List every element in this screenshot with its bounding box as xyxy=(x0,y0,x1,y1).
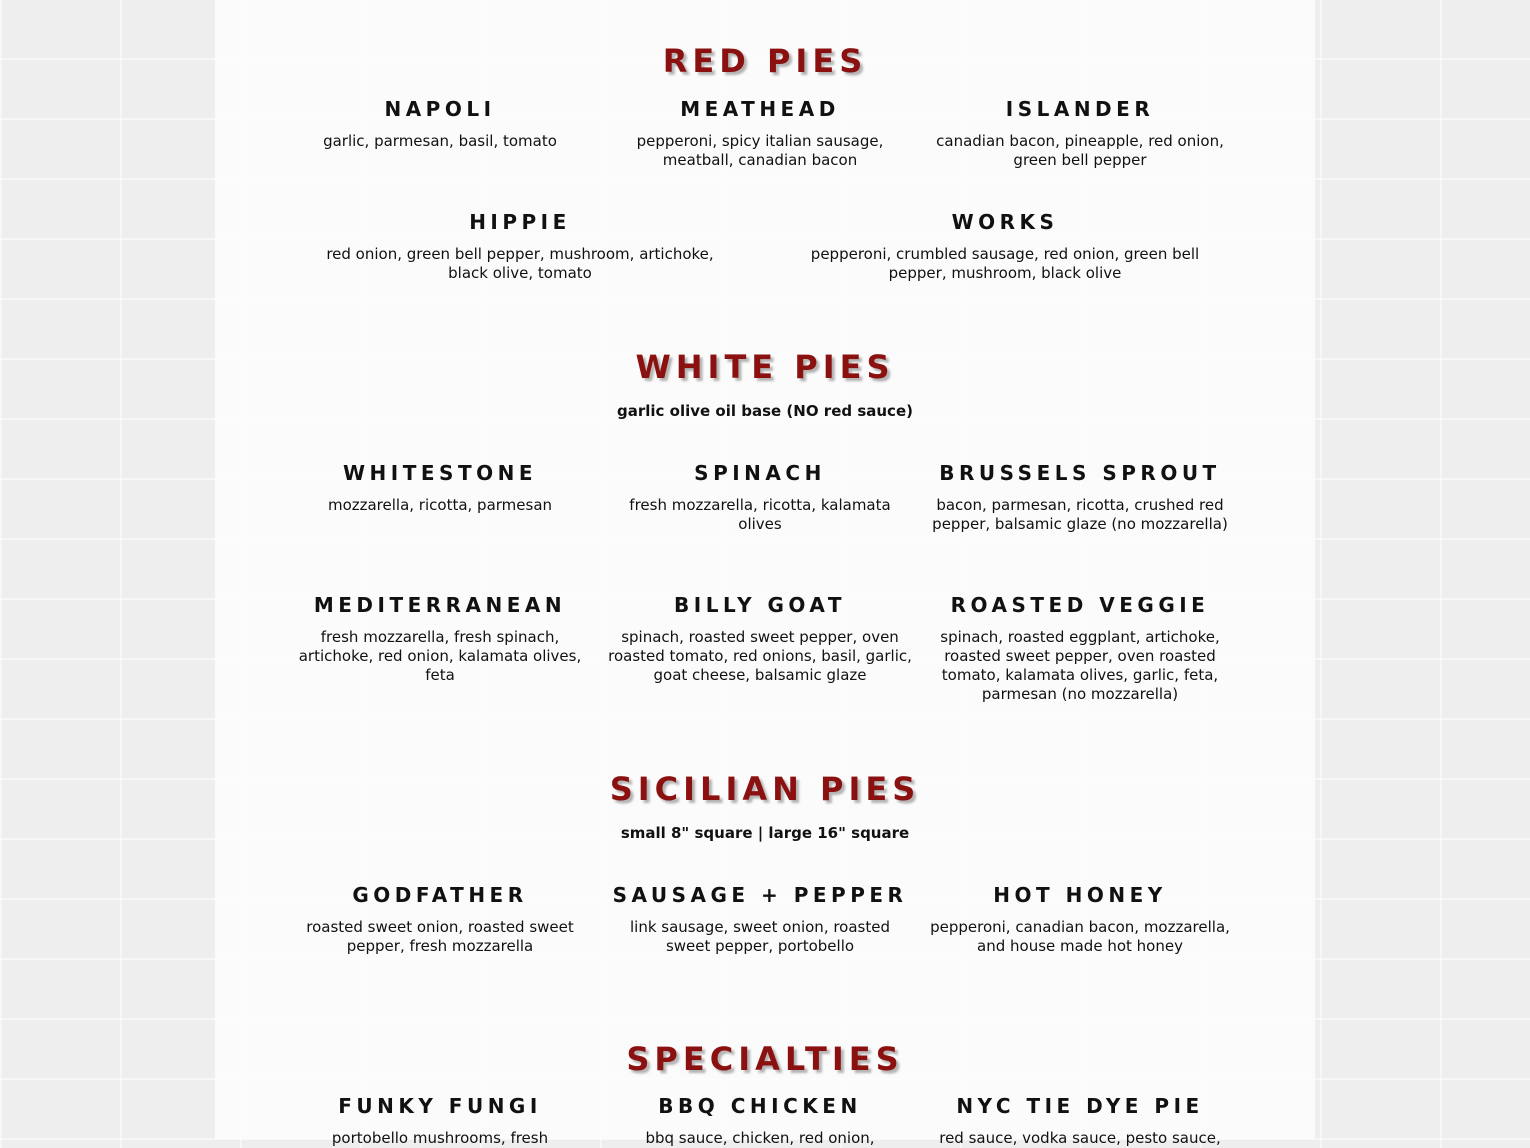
menu-item-bbq-chicken xyxy=(610,1094,910,1148)
item-name: SPINACH xyxy=(694,461,826,485)
item-description: portobello mushrooms, fresh xyxy=(331,1129,549,1147)
item-name: HIPPIE xyxy=(469,210,571,234)
item-description: fresh mozzarella, ricotta, kalamata olives xyxy=(629,496,891,533)
section-subtitle-white-pies: garlic olive oil base (NO red sauce) xyxy=(617,402,913,420)
section-title-red-pies: RED PIES xyxy=(662,42,868,80)
item-name: BRUSSELS SPROUT xyxy=(939,461,1221,485)
menu-item-nyc-tie-dye-pie xyxy=(920,1094,1240,1148)
item-name: GODFATHER xyxy=(352,883,528,907)
item-description: canadian bacon, pineapple, red onion, green bell pepper xyxy=(936,132,1224,169)
item-description: spinach, roasted eggplant, artichoke, roasted sweet pepper, oven roasted tomato, kalamata olives, garlic, feta, parmesan (no mozzarella) xyxy=(940,628,1220,703)
section-title-sicilian-pies: SICILIAN PIES xyxy=(609,770,921,808)
item-name: WORKS xyxy=(951,210,1059,234)
item-description: red sauce, vodka sauce, pesto sauce, xyxy=(939,1129,1221,1147)
item-description: pepperoni, canadian bacon, mozzarella, and house made hot honey xyxy=(930,918,1230,955)
item-description: bbq sauce, chicken, red onion, xyxy=(645,1129,875,1147)
item-name: BILLY GOAT xyxy=(674,593,846,617)
item-name: NYC TIE DYE PIE xyxy=(956,1094,1204,1118)
menu-item-roasted-veggie xyxy=(925,593,1235,704)
item-description: fresh mozzarella, fresh spinach, artichoke, red onion, kalamata olives, feta xyxy=(298,628,582,684)
item-name: BBQ CHICKEN xyxy=(658,1094,862,1118)
item-name: ISLANDER xyxy=(1005,97,1155,121)
item-description: garlic, parmesan, basil, tomato xyxy=(323,132,557,150)
menu-item-whitestone xyxy=(290,461,590,515)
item-name: WHITESTONE xyxy=(343,461,537,485)
item-name: MEDITERRANEAN xyxy=(313,593,567,617)
menu-item-napoli xyxy=(290,97,590,151)
item-description: pepperoni, spicy italian sausage, meatball, canadian bacon xyxy=(636,132,884,169)
item-name: ROASTED VEGGIE xyxy=(950,593,1210,617)
menu-item-sausage-pepper xyxy=(610,883,910,956)
item-description: mozzarella, ricotta, parmesan xyxy=(327,496,553,514)
item-name: HOT HONEY xyxy=(993,883,1167,907)
item-description: link sausage, sweet onion, roasted sweet pepper, portobello xyxy=(629,918,891,955)
section-subtitle-sicilian-pies: small 8" square | large 16" square xyxy=(620,824,910,842)
section-title-white-pies: WHITE PIES xyxy=(635,348,895,386)
menu-item-hot-honey xyxy=(930,883,1230,956)
menu-item-works xyxy=(790,210,1220,283)
menu-item-billy-goat xyxy=(605,593,915,685)
menu-panel xyxy=(215,0,1315,1147)
menu-item-brussels-sprout xyxy=(930,461,1230,534)
menu-item-islander xyxy=(930,97,1230,170)
item-description: bacon, parmesan, ricotta, crushed red pepper, balsamic glaze (no mozzarella) xyxy=(932,496,1228,533)
menu-item-funky-fungi xyxy=(290,1094,590,1148)
item-name: SAUSAGE + PEPPER xyxy=(612,883,908,907)
item-description: pepperoni, crumbled sausage, red onion, green bell pepper, mushroom, black olive xyxy=(810,245,1200,282)
item-name: FUNKY FUNGI xyxy=(338,1094,542,1118)
menu-item-hippie xyxy=(305,210,735,283)
item-description: roasted sweet onion, roasted sweet pepper, fresh mozzarella xyxy=(306,918,574,955)
item-name: MEATHEAD xyxy=(680,97,840,121)
menu-item-spinach xyxy=(610,461,910,534)
menu-item-meathead xyxy=(610,97,910,170)
item-name: NAPOLI xyxy=(384,97,496,121)
menu-item-mediterranean xyxy=(285,593,595,685)
section-title-specialties: SPECIALTIES xyxy=(626,1040,904,1078)
item-description: spinach, roasted sweet pepper, oven roasted tomato, red onions, basil, garlic, goat cheese, balsamic glaze xyxy=(608,628,912,684)
item-description: red onion, green bell pepper, mushroom, artichoke, black olive, tomato xyxy=(326,245,714,282)
menu-item-godfather xyxy=(290,883,590,956)
